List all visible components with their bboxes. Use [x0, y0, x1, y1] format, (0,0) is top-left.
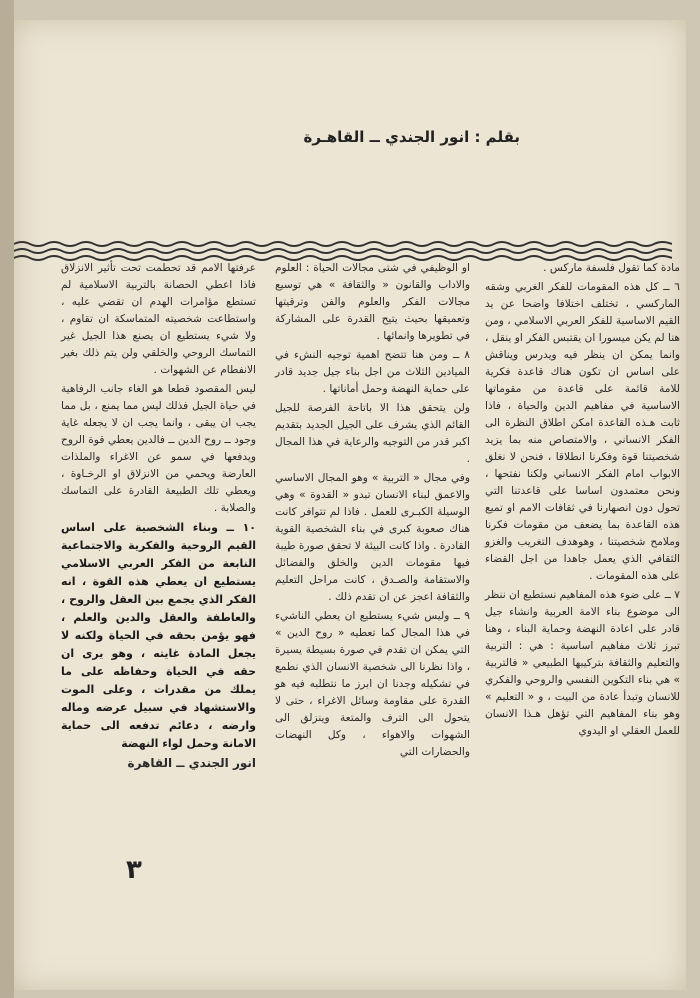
paragraph: عرفتها الامم قد تحطمت تحت تأثير الانزلاق فاذا اعطي الحصانة بالتربية الاسلامية لم تستطع مؤامرات الهدم ان تقضي عليه ، واستطاعت شخصيته المتماسكة ان تقاوم ، ولا شيء يستطيع ان يصنع هذا الجيل غير التماسك الروحي والخلقي ولن يتم ذلك بغير الانفطام عن الشهوات . [61, 262, 256, 376]
author-signature: انور الجندي ــ القاهرة [127, 756, 256, 770]
paragraph: او الوظيفي في شتى مجالات الحياة : العلوم والاداب والقانون « والثقافة » هي توسيع مجالات الفكر والعلوم والفن وترقيتها وتعميقها بحيث يتيح القدرة على المشاركة في تطويرها وانمائها . [275, 262, 470, 342]
article-byline: بقلم : انور الجندي ــ القاهـرة [303, 128, 520, 146]
text-column-left [61, 260, 256, 774]
text-column-right [485, 260, 680, 742]
paragraph: ليس المقصود قطعا هو الغاء جانب الرفاهية في حياة الجيل فذلك ليس مما يمنع ، بل مما يجب ان يبقى ، وانما يجب ان لا يجعله غاية وجود ــ روح الدين ــ فالدين يعطي قوة الروح ويدفعها في سمو عن الاغراء والملذات العارضة ويحمي من الانزلاق او الرخـاوة ، ويعطي تلك الطبيعة القادرة على التماسك والصلابة . [61, 383, 256, 514]
page-edge-shadow [0, 0, 14, 998]
text-column-middle [275, 260, 470, 763]
paragraph: ٧ ــ على ضوء هذه المفاهيم نستطيع ان ننظر الى موضوع بناء الامة العربية وانشاء جيل قادر على اعادة النهضة وحماية البناء ، وهنا تبرز ثلاث مفاهيم اساسية : هي : التربية والتعليم والثقافة بتركيبها الطبيعي « فالتربية » هي بناء التكوين النفسي والروحي والفكري للانسان وتبدأ عادة من البيت ، و « التعليم » وهو بناء المفاهيم التي تؤهل هـذا الانسان للعمل العقلي او اليدوي [485, 589, 680, 737]
paragraph: مادة كما تقول فلسفة ماركس . [543, 262, 680, 274]
conclusion-paragraph: ١٠ ــ وبناء الشخصية على اساس القيم الروحية والفكرية والاجتماعية النابعة من الفكر العربي الاسلامي يستطيع ان يعطي هذه القوة ، انه الفكر الذي يجمع بين العقل والروح ، والعاطفة والعقل والدين والعلم ، فهو يؤمن بحقه في الحياة ولكنه لا يجعل المادة غايته ، وهو يرى ان حقه في الحياة وحفاظه على ما يملك من مقدرات ، وعلى الموت والاستشهاد في سبيل عرضه وماله وارضه ، دعائم تدفعه الى حماية الامانة وحمل لواء النهضة [61, 521, 256, 750]
paragraph: وفي مجال « التربية » وهو المجال الاساسي والاعمق لبناء الانسان تبدو « القدوة » وهي الوسيلة الكبـرى للعمل . فاذا لم تتوافر كانت هناك صعوبة كبرى في بناء الشخصية القوية القادرة . واذا كانت البيئة لا تحقق صورة طيبة فيها مقومات الدين والخلق والفضائل والاستقامة والصـدق ، كانت مراحل التعليم والثقافة اعجز عن ان تقدم ذلك . [275, 472, 470, 603]
paragraph: ٩ ــ وليس شيء يستطيع ان يعطي الناشيء في هذا المجال كما تعطيه « روح الدين » التي يمكن ان تقدم في صورة بسيطة يسيرة ، واذا نظرنا الى شخصية الانسان الذي نطمع في تشكيله وجدنا ان ابرز ما نتطلبه فيه هو القدرة على مقاومة وسائل الاغراء ، حتى لا يتحول الى الترف والمتعة وينزلق الى الشهوات والاهواء ، وكل النهضات والحضارات التي [275, 610, 470, 758]
paragraph: ولن يتحقق هذا الا باتاحة الفرصة للجيل القائم الذي يشرف على الجيل الجديد بتقديم اكبر قدر من التوجيه والرعاية في هذا المجال . [275, 402, 470, 465]
paragraph: ٦ ــ كل هذه المقومات للفكر الغربي وشقه الماركسي ، تختلف اختلافا واضحا عن يد القيم الاساسية للفكر العربي الاسلامي ، ومن هنا لم يكن ميسورا ان يقتبس الفكر او ينقل ، وانما يمكن ان ينظر فيه ويدرس ويناقش على اساس ان تكون هناك قاعدة فكرية للامة قائمة على قاعدة من مقوماتها الاساسية في مفاهيم الدين والحياة ، فاذا ثابت هـذه القاعدة امكن اطلاق النظرة الى الفكر الانساني ، والامتصاص منه بما يزيد شخصيتنا قوة وفكرنا انطلاقا ، فنحن لا نغلق الابواب امام الفكر الانساني ولكنا نفتحها ، ونحن معتمدون اساسا على قاعدتنا التي تحول دون انصهارنا في ثقافات الامم او تميع هذه القاعدة بما يضعف من مقومات فكرنا وملامح شخصيتنا ، وهوهدف التغريب والغزو الثقافي الذي يعمل جاهدا من اجل القضاء على هذه المقومات . [485, 281, 680, 582]
page-number: ٣ [126, 855, 142, 885]
paragraph: ٨ ــ ومن هنا تتضح اهمية توجيه النشء في الميادين الثلاث من اجل بناء جيل جديد قادر على حماية النهضة وحمل أماناتها . [275, 349, 470, 395]
